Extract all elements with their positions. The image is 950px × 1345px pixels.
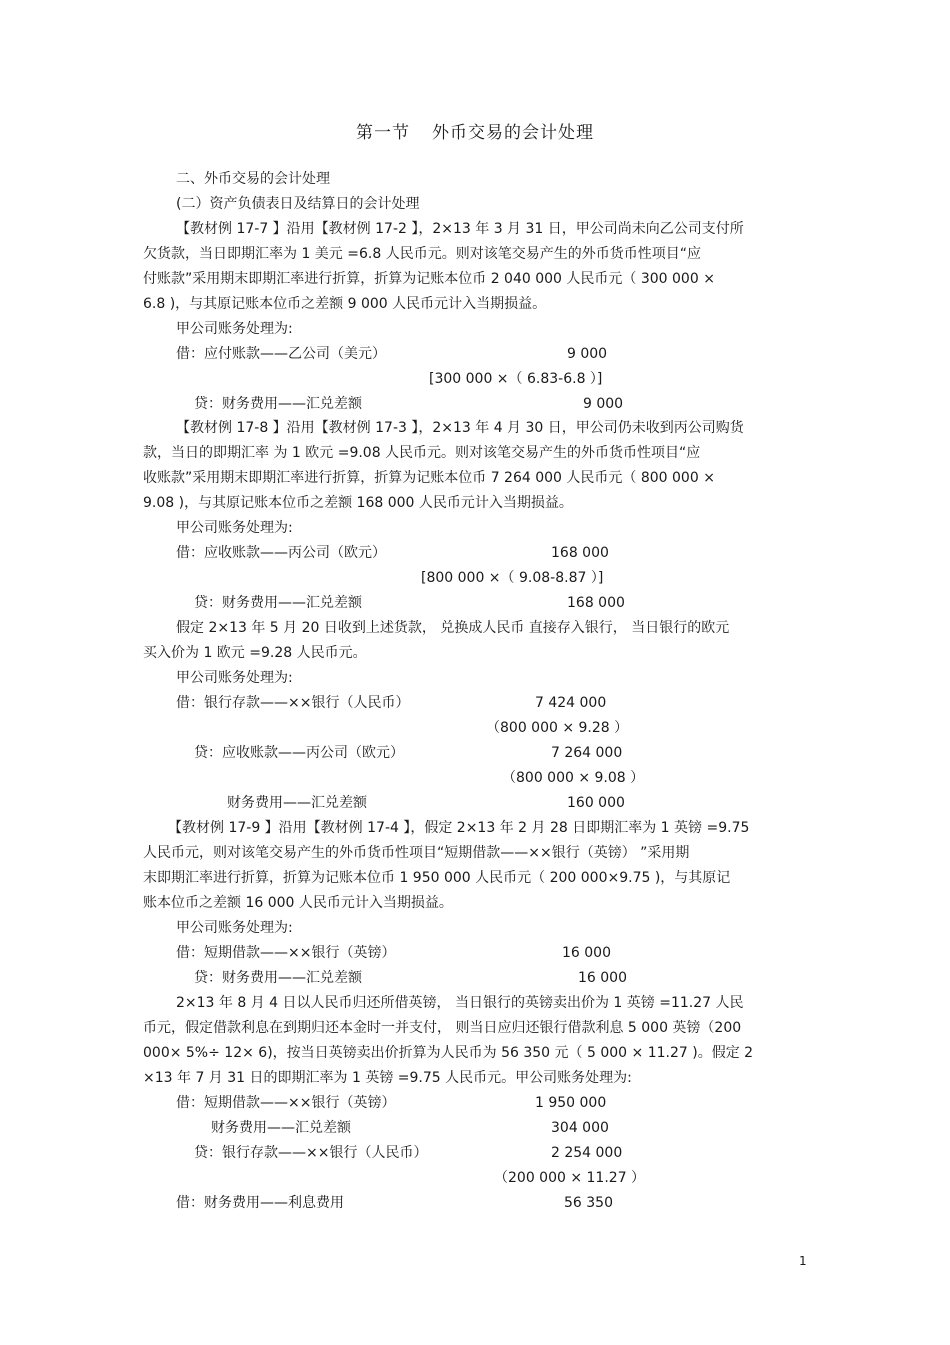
journal-entry-text: 借：应付账款——乙公司（美元） — [176, 346, 386, 362]
journal-entry-text: 财务费用——汇兑差额 — [227, 795, 367, 811]
ex3-para2-line: 币元，假定借款利息在到期归还本金时一并支付， 则当日应归还银行借款利息 5 000 英镑（200 — [143, 1020, 742, 1036]
journal-entry-amount: 16 000 — [578, 970, 627, 986]
ex3-para-line: 账本位币之差额 16 000 人民币元计入当期损益。 — [143, 895, 453, 911]
journal-entry-text: 借：短期借款——××银行（英镑） — [176, 1095, 396, 1111]
journal-entry-amount: 56 350 — [564, 1195, 613, 1211]
ex1-para-line: 【教材例 17-7 】沿用【教材例 17-2 】，2×13 年 3 月 31 日，甲公司尚未向乙公司支付所 — [176, 221, 744, 237]
journal-entry-amount: 7 264 000 — [551, 745, 623, 761]
journal-entry-text: 借：应收账款——丙公司（欧元） — [176, 545, 386, 561]
journal-entry-amount: 304 000 — [551, 1120, 609, 1136]
ex1-para-line: 付账款”采用期末即期汇率进行折算，折算为记账本位币 2 040 000 人民币元（ 300 000 × — [143, 271, 715, 287]
heading-2: (二）资产负债表日及结算日的会计处理 — [176, 196, 420, 212]
journal-entry-text: 贷：应收账款——丙公司（欧元） — [194, 745, 404, 761]
ex1-para-line: 6.8 )，与其原记账本位币之差额 9 000 人民币元计入当期损益。 — [143, 296, 547, 312]
journal-entry-text: 贷：财务费用——汇兑差额 — [194, 595, 362, 611]
page-number: 1 — [799, 1254, 807, 1268]
journal-entry-amount: 168 000 — [551, 545, 609, 561]
journal-entry-amount: 16 000 — [562, 945, 611, 961]
journal-entry-text: 贷：财务费用——汇兑差额 — [194, 396, 362, 412]
journal-entry-calc: （800 000 × 9.28 ） — [486, 720, 629, 736]
ex2-label-2: 甲公司账务处理为: — [176, 670, 293, 686]
ex2-label: 甲公司账务处理为: — [176, 520, 293, 536]
journal-entry-text: 贷：银行存款——××银行（人民币） — [194, 1145, 428, 1161]
journal-entry-text: 借：财务费用——利息费用 — [176, 1195, 344, 1211]
ex2-para2-line: 买入价为 1 欧元 =9.28 人民币元。 — [143, 645, 367, 661]
ex3-para-line: 【教材例 17-9 】沿用【教材例 17-4 】，假定 2×13 年 2 月 28 日即期汇率为 1 英镑 =9.75 — [168, 820, 750, 836]
journal-entry-amount: 9 000 — [583, 396, 624, 412]
journal-entry-amount: 168 000 — [567, 595, 625, 611]
ex2-para-line: 9.08 )，与其原记账本位币之差额 168 000 人民币元计入当期损益。 — [143, 495, 573, 511]
journal-entry-calc: （200 000 × 11.27 ） — [494, 1170, 646, 1186]
journal-entry-amount: 2 254 000 — [551, 1145, 623, 1161]
ex3-para-line: 人民币元，则对该笔交易产生的外币货币性项目“短期借款——××银行（英镑） ”采用期 — [143, 845, 690, 861]
ex3-para2-line: 000× 5%÷ 12× 6)，按当日英镑卖出价折算为人民币为 56 350 元（ 5 000 × 11.27 )。假定 2 — [143, 1045, 754, 1061]
journal-entry-amount: 160 000 — [567, 795, 625, 811]
ex2-para2-line: 假定 2×13 年 5 月 20 日收到上述货款， 兑换成人民币 直接存入银行， 当日银行的欧元 — [176, 620, 730, 636]
ex1-para-line: 欠货款，当日即期汇率为 1 美元 =6.8 人民币元。则对该笔交易产生的外币货币性项目“应 — [143, 246, 701, 262]
journal-entry-text: 借：短期借款——××银行（英镑） — [176, 945, 396, 961]
ex3-para-line: 末即期汇率进行折算，折算为记账本位币 1 950 000 人民币元（ 200 000×9.75 )，与其原记 — [143, 870, 731, 886]
journal-entry-amount: 1 950 000 — [535, 1095, 607, 1111]
ex2-para-line: 【教材例 17-8 】沿用【教材例 17-3 】，2×13 年 4 月 30 日，甲公司仍未收到丙公司购货 — [176, 420, 744, 436]
title-section-name: 外币交易的会计处理 — [432, 123, 594, 143]
journal-entry-calc: [300 000 ×（ 6.83-6.8 ）] — [429, 371, 603, 387]
page-title — [0, 118, 950, 143]
ex3-label: 甲公司账务处理为: — [176, 920, 293, 936]
heading-1: 二、外币交易的会计处理 — [176, 171, 330, 187]
journal-entry-calc: （800 000 × 9.08 ） — [502, 770, 645, 786]
journal-entry-text: 贷：财务费用——汇兑差额 — [194, 970, 362, 986]
ex1-label: 甲公司账务处理为: — [176, 321, 293, 337]
ex2-para-line: 收账款”采用期末即期汇率进行折算，折算为记账本位币 7 264 000 人民币元（ 800 000 × — [143, 470, 715, 486]
ex2-para-line: 款，当日的即期汇率 为 1 欧元 =9.08 人民币元。则对该笔交易产生的外币货币性项目“应 — [143, 445, 701, 461]
ex3-para2-line: 2×13 年 8 月 4 日以人民币归还所借英镑， 当日银行的英镑卖出价为 1 英镑 =11.27 人民 — [176, 995, 744, 1011]
journal-entry-amount: 9 000 — [567, 346, 608, 362]
journal-entry-text: 借：银行存款——××银行（人民币） — [176, 695, 410, 711]
ex3-para2-line: ×13 年 7 月 31 日的即期汇率为 1 英镑 =9.75 人民币元。甲公司账务处理为: — [143, 1070, 632, 1086]
journal-entry-calc: [800 000 ×（ 9.08-8.87 ）] — [421, 570, 604, 586]
journal-entry-amount: 7 424 000 — [535, 695, 607, 711]
journal-entry-text: 财务费用——汇兑差额 — [211, 1120, 351, 1136]
title-section-number: 第一节 — [356, 123, 410, 143]
